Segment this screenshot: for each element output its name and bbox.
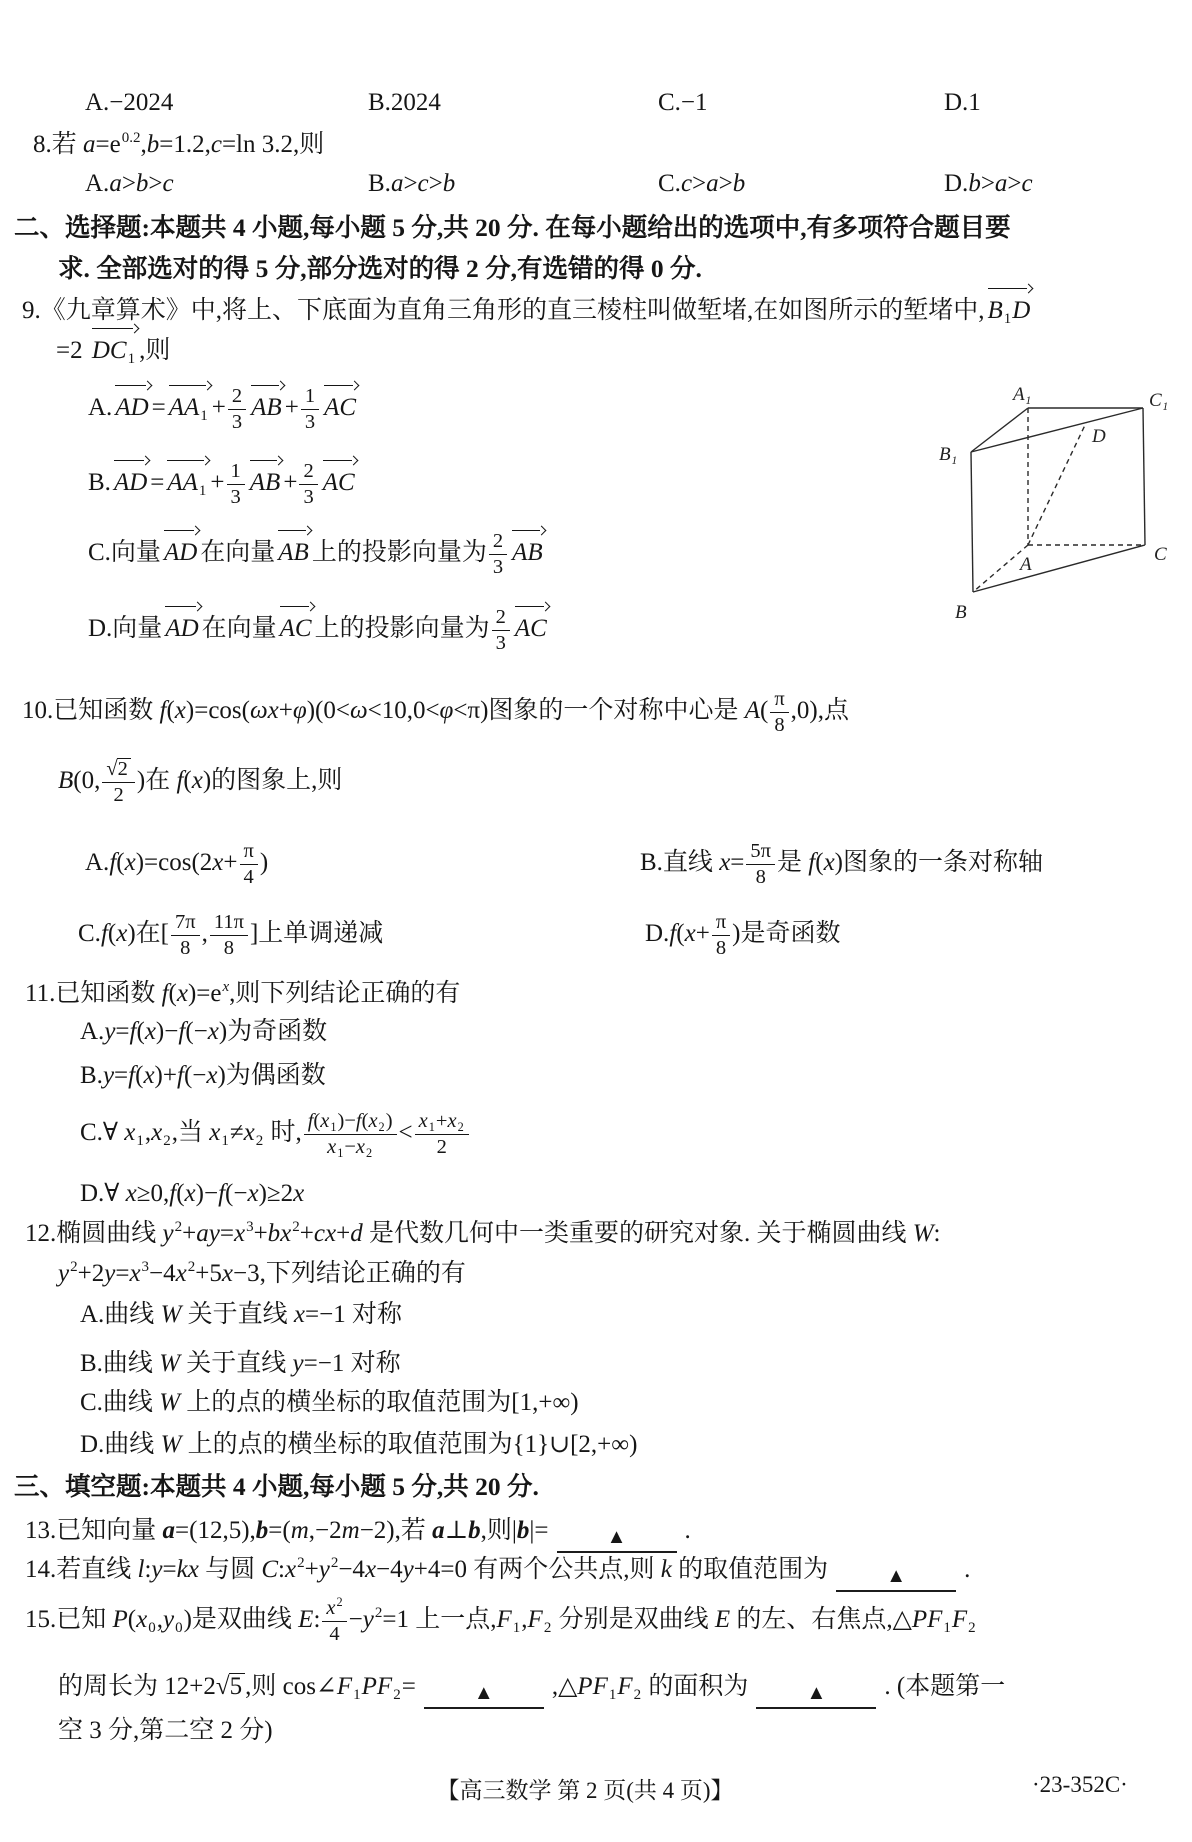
q9-option-a: A. AD = $AA_1$ + $\frac{2}{3}$ AB + $\frac{1}{3}$ AC <box>88 385 357 433</box>
q11-option-b: B.y=f(x)+f(−x)为偶函数 <box>80 1062 326 1089</box>
segment-a-d-hidden <box>1028 423 1086 545</box>
q10-option-d: D.f(x+ $\frac{\pi}{8}$ )是奇函数 <box>645 911 841 959</box>
q7-option-c: C.−1 <box>658 89 708 116</box>
q7-option-d: D.1 <box>944 89 981 116</box>
vertex-label-d: D <box>1092 426 1106 447</box>
q15-stem-line2: 的周长为 12+2 √ 5 ,则 $\cos\angle F_1PF_2=$ ▲ $,\triangle PF_1F_2$ 的面积为 ▲ . (本题第一 <box>58 1668 1005 1706</box>
edge-b1-c1 <box>971 408 1143 452</box>
q10-option-b: B.直线 x= $\frac{5\pi}{8}$ 是 f(x)图象的一条对称轴 <box>640 840 1043 888</box>
edge-b-c <box>973 545 1145 592</box>
vertex-label-c1: C₁ <box>1149 390 1169 411</box>
q14-stem: 14.若直线 l:y=kx 与圆 $C:x^2+y^2-4x-4y+4=0$ 有两个公共点,则 k 的取值范围为 ▲ . <box>25 1551 970 1589</box>
edge-b1-b <box>971 452 973 592</box>
q12-stem-line2: $y^2+2y=x^3-4x^2+5x-3$,下列结论正确的有 <box>58 1259 466 1287</box>
q8-option-b: B.a>c>b <box>368 170 456 197</box>
q10-stem-line2: B(0, √ $\frac{2}{2}$ )在 f(x)的图象上,则 <box>58 758 342 807</box>
q11-option-a: A.y=f(x)−f(−x)为奇函数 <box>80 1018 328 1045</box>
prism-figure <box>935 378 1185 633</box>
q9-stem-line1: 9.《九章算术》中,将上、下底面为直角三角形的直三棱柱叫做堑堵,在如图所示的堑堵中, $B_1D$ <box>22 292 1033 330</box>
q15-stem-line1: 15.已知 $P(x_0,y_0)$是双曲线 E: $\frac{x^2}{4}$ $-y^2=1$ 上一点$,F_1,F_2$ 分别是双曲线 E 的左、右焦点$,\triangle PF_1F_2$ <box>25 1595 976 1645</box>
q7-option-a: A.−2024 <box>85 89 174 116</box>
q11-stem: 11.已知函数 $f(x)=e^x$,则下列结论正确的有 <box>25 979 461 1007</box>
page-footer-title: 【高三数学 第 2 页(共 4 页)】 <box>436 1778 734 1803</box>
q8-option-d: D.b>a>c <box>944 170 1033 197</box>
section-2-heading-line1: 二、选择题:本题共 4 小题,每小题 5 分,共 20 分. 在每小题给出的选项中,有多项符合题目要 <box>14 213 1011 242</box>
q10-option-a: A.f(x)=cos(2x+ $\frac{\pi}{4}$ ) <box>85 840 269 888</box>
q12-option-b: B.曲线 W 关于直线 y=−1 对称 <box>80 1350 401 1377</box>
q7-option-b: B.2024 <box>368 89 441 116</box>
q11-option-d: D.∀ x≥0,f(x)−f(−x)≥2x <box>80 1180 305 1207</box>
section-3-heading: 三、填空题:本题共 4 小题,每小题 5 分,共 20 分. <box>14 1472 539 1501</box>
q15-stem-line3: 空 3 分,第二空 2 分) <box>58 1717 273 1744</box>
vertex-label-c: C <box>1154 544 1167 565</box>
q12-option-d: D.曲线 W 上的点的横坐标的取值范围为{1}∪[2,+∞) <box>80 1431 638 1458</box>
q9-option-c: C.向量 AD 在向量 AB 上的投影向量为 $\frac{2}{3}$ AB <box>88 530 543 578</box>
vertex-label-b: B <box>955 602 967 623</box>
vertex-label-a1: A₁ <box>1013 384 1032 405</box>
q8-stem: 8.若 $a=e^{0.2},b=1.2,c=\ln$ 3.2,则 <box>33 130 325 158</box>
q12-option-c: C.曲线 W 上的点的横坐标的取值范围为[1,+∞) <box>80 1389 579 1416</box>
q12-option-a: A.曲线 W 关于直线 x=−1 对称 <box>80 1301 402 1328</box>
vertex-label-a: A <box>1020 554 1032 575</box>
q8-option-a: A.a>b>c <box>85 170 174 197</box>
edge-c1-c <box>1143 408 1145 545</box>
vertex-label-b1: B₁ <box>939 444 958 465</box>
q9-option-d: D.向量 AD 在向量 AC 上的投影向量为 $\frac{2}{3}$ AC <box>88 606 547 654</box>
q10-stem-line1: 10.已知函数 f(x)=cos(ωx+φ)(0<ω<10,0<φ<π)图象的一个对称中心是 A( $\frac{\pi}{8}$ ,0),点 <box>22 688 849 736</box>
q12-stem-line1: 12.椭圆曲线 $y^2+ay=x^3+bx^2+cx+d$ 是代数几何中一类重要的研究对象. 关于椭圆曲线 W: <box>25 1219 941 1247</box>
q9-option-b: B. AD = $AA_1$ + $\frac{1}{3}$ AB + $\frac{2}{3}$ AC <box>88 460 355 508</box>
q9-stem-line2: =2 $DC_1$ ,则 <box>56 332 170 370</box>
section-2-heading-line2: 求. 全部选对的得 5 分,部分选对的得 2 分,有选错的得 0 分. <box>58 254 702 283</box>
q13-stem: 13.已知向量 a=(12,5),b=(m,−2m−2),若 a⊥b,则|b|= ▲ . <box>25 1512 691 1550</box>
page-footer-code: ·23-352C· <box>1032 1772 1128 1797</box>
q8-option-c: C.c>a>b <box>658 170 746 197</box>
q11-option-c: C.∀ $x_1,x_2$,当 $x_1\ne x_2$ 时, $\frac{f(x_1)-f(x_2)}{x_1-x_2}$ < $\frac{x_1+x_2}{2}$ <box>80 1110 471 1159</box>
q10-option-c: C.f(x)在[ $\frac{7\pi}{8}$ , $\frac{11\pi}{8}$ ]上单调递减 <box>78 911 384 959</box>
